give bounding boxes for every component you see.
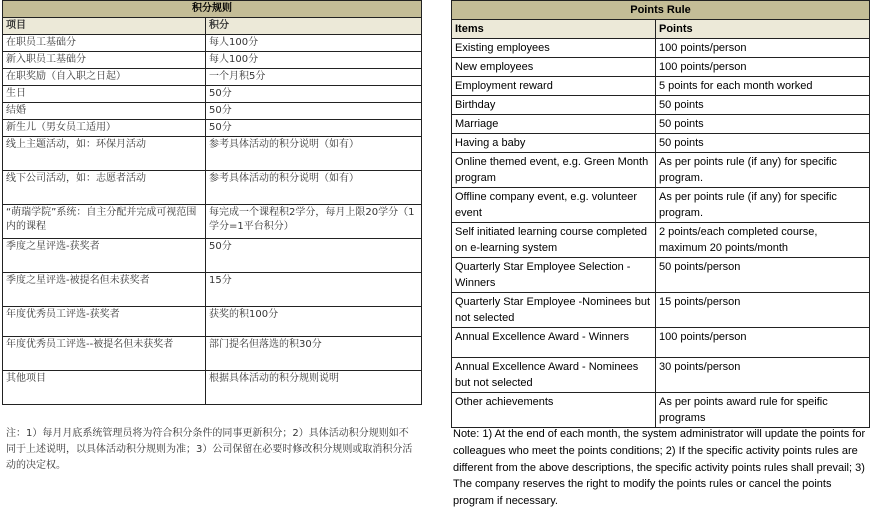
points-cell: 2 points/each completed course, maximum 20 points/month (656, 223, 870, 258)
table-header-row (452, 20, 870, 39)
item-cell: Offline company event, e.g. volunteer event (452, 188, 656, 223)
points-cell: As per points rule (if any) for specific program. (656, 188, 870, 223)
header-items: Items (452, 20, 656, 39)
item-cell: 线上主题活动，如：环保月活动 (3, 137, 206, 171)
points-cell: 15 points/person (656, 293, 870, 328)
points-cell: 参考具体活动的积分说明（如有） (206, 137, 422, 171)
points-cell: 50分 (206, 86, 422, 103)
points-cell: 50 points (656, 96, 870, 115)
table-row (452, 223, 870, 258)
item-cell: Annual Excellence Award - Winners (452, 328, 656, 358)
item-cell: 季度之星评选-获奖者 (3, 239, 206, 273)
table-row (3, 120, 422, 137)
table-title-row (3, 1, 422, 18)
points-cell: 50分 (206, 239, 422, 273)
item-cell: Self initiated learning course completed on e-learning system (452, 223, 656, 258)
header-items: 项目 (3, 18, 206, 35)
points-cell: 100 points/person (656, 328, 870, 358)
table-row (3, 307, 422, 337)
points-cell: 每完成一个课程积2学分，每月上限20学分（1学分=1平台积分） (206, 205, 422, 239)
points-rule-table-english (451, 0, 870, 428)
item-cell: 年度优秀员工评选-获奖者 (3, 307, 206, 337)
table-row (3, 337, 422, 371)
table-row (452, 258, 870, 293)
item-cell: 季度之星评选-被提名但未获奖者 (3, 273, 206, 307)
item-cell: Marriage (452, 115, 656, 134)
points-cell: 50分 (206, 103, 422, 120)
item-cell: Annual Excellence Award - Nominees but not selected (452, 358, 656, 393)
item-cell: 线下公司活动，如：志愿者活动 (3, 171, 206, 205)
header-points: 积分 (206, 18, 422, 35)
item-cell: Existing employees (452, 39, 656, 58)
points-cell: As per points rule (if any) for specific program. (656, 153, 870, 188)
table-row (3, 137, 422, 171)
item-cell: Employment reward (452, 77, 656, 96)
table-row (3, 103, 422, 120)
footnote-chinese: 注：1）每月月底系统管理员将为符合积分条件的同事更新积分；2）具体活动积分规则如不同于上述说明，以具体活动积分规则为准；3）公司保留在必要时修改积分规则或取消积分活动的决定权。 (6, 428, 413, 471)
points-cell: 部门提名但落选的积30分 (206, 337, 422, 371)
table-header-row (3, 18, 422, 35)
table-row (452, 58, 870, 77)
item-cell: Online themed event, e.g. Green Month program (452, 153, 656, 188)
points-rule-table-chinese (2, 0, 422, 405)
points-cell: 5 points for each month worked (656, 77, 870, 96)
header-points: Points (656, 20, 870, 39)
table-row (452, 188, 870, 223)
points-cell: 50分 (206, 120, 422, 137)
points-cell: 每人100分 (206, 52, 422, 69)
points-cell: As per points award rule for speific programs (656, 393, 870, 428)
points-cell: 50 points/person (656, 258, 870, 293)
item-cell: Having a baby (452, 134, 656, 153)
table-row (452, 77, 870, 96)
table-row (3, 35, 422, 52)
table-row (3, 239, 422, 273)
item-cell: 其他项目 (3, 371, 206, 405)
points-cell: 15分 (206, 273, 422, 307)
item-cell: 在职员工基础分 (3, 35, 206, 52)
item-cell: 新生儿（男女员工适用） (3, 120, 206, 137)
table-row (452, 293, 870, 328)
table-row (3, 371, 422, 405)
item-cell: “萌瑞学院”系统：自主分配并完成可视范围内的课程 (3, 205, 206, 239)
table-row (3, 52, 422, 69)
table-row (3, 86, 422, 103)
table-row (3, 171, 422, 205)
points-cell: 50 points (656, 115, 870, 134)
table-row (452, 39, 870, 58)
table-row (452, 134, 870, 153)
item-cell: Other achievements (452, 393, 656, 428)
table-row (452, 393, 870, 428)
points-cell: 每人100分 (206, 35, 422, 52)
points-cell: 根据具体活动的积分规则说明 (206, 371, 422, 405)
item-cell: 生日 (3, 86, 206, 103)
table-row (3, 69, 422, 86)
item-cell: 新入职员工基础分 (3, 52, 206, 69)
table-title-row (452, 1, 870, 20)
table-row (452, 153, 870, 188)
item-cell: 结婚 (3, 103, 206, 120)
item-cell: New employees (452, 58, 656, 77)
table-title: Points Rule (452, 1, 870, 20)
item-cell: Quarterly Star Employee -Nominees but not selected (452, 293, 656, 328)
table-title: 积分规则 (3, 1, 422, 18)
item-cell: Birthday (452, 96, 656, 115)
points-cell: 一个月积5分 (206, 69, 422, 86)
table-row (3, 205, 422, 239)
footnote-english: Note: 1) At the end of each month, the system administrator will update the points for colleagues who meet the points conditions; 2) If the specific activity points rules are different from the above descriptions, the specific activity points rules shall prevail; 3) The company reserves the right to modify the points rules or cancel the points program if necessary. (453, 428, 866, 508)
item-cell: 在职奖励（自入职之日起） (3, 69, 206, 86)
points-cell: 参考具体活动的积分说明（如有） (206, 171, 422, 205)
table-row (452, 328, 870, 358)
points-cell: 100 points/person (656, 58, 870, 77)
item-cell: 年度优秀员工评选--被提名但未获奖者 (3, 337, 206, 371)
points-cell: 获奖的积100分 (206, 307, 422, 337)
points-cell: 30 points/person (656, 358, 870, 393)
points-cell: 50 points (656, 134, 870, 153)
table-row (452, 96, 870, 115)
table-row (452, 115, 870, 134)
points-cell: 100 points/person (656, 39, 870, 58)
table-row (3, 273, 422, 307)
table-row (452, 358, 870, 393)
item-cell: Quarterly Star Employee Selection - Winners (452, 258, 656, 293)
